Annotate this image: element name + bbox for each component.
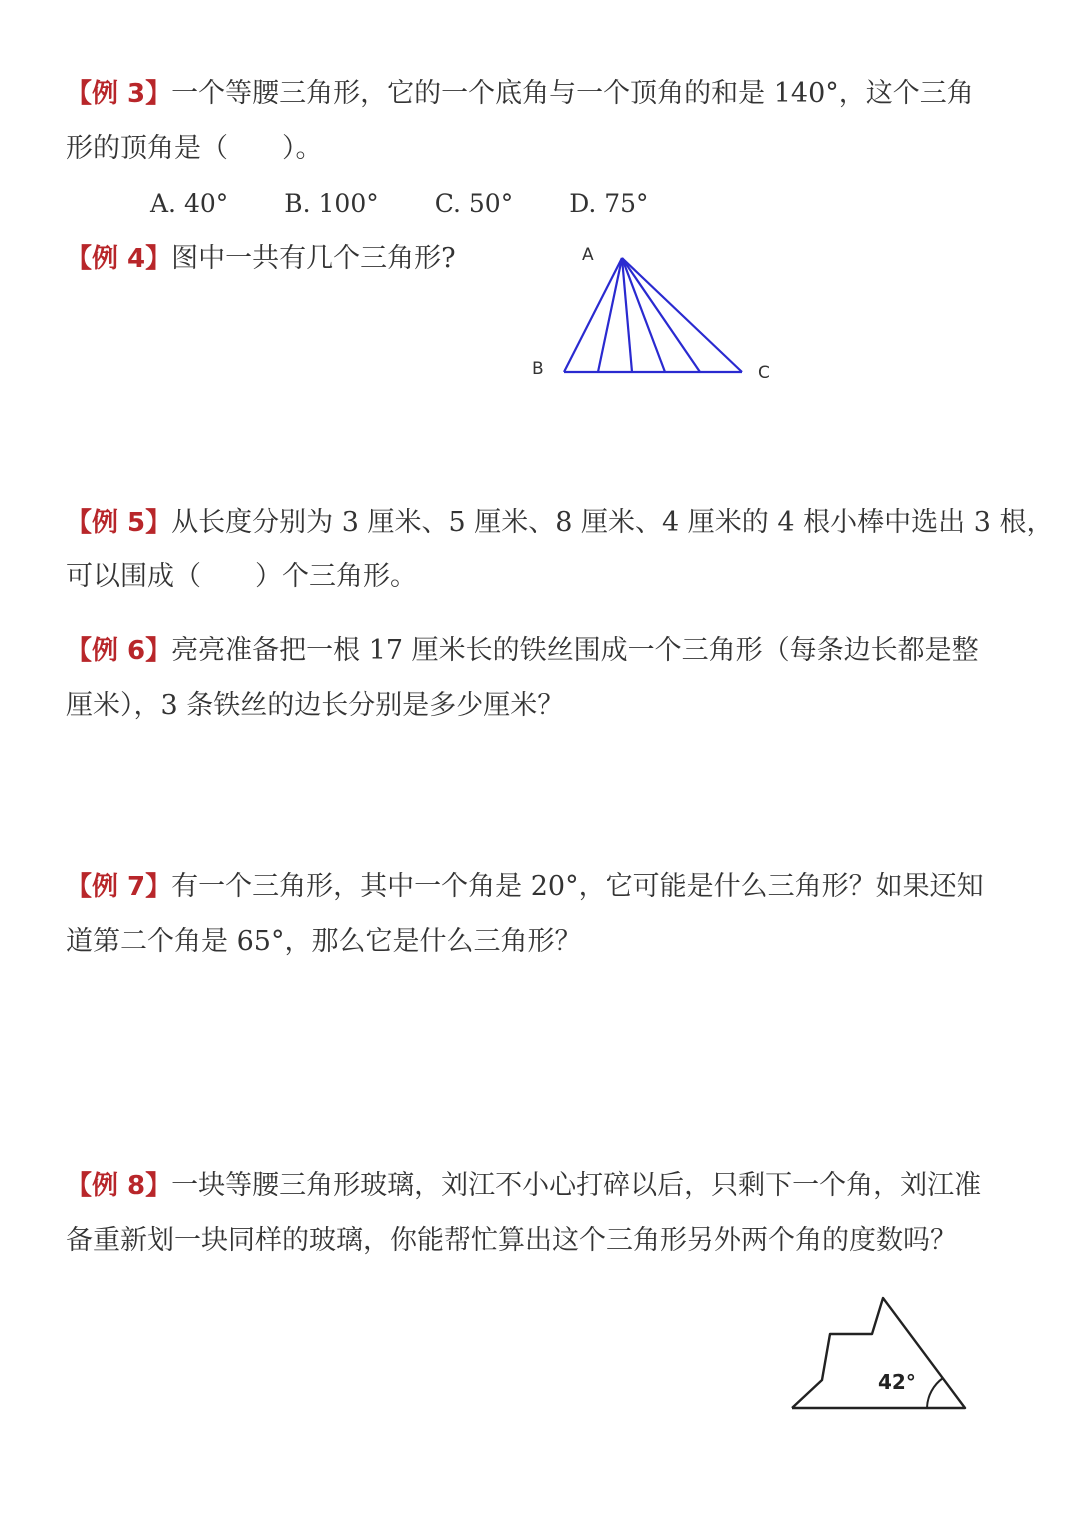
vertex-label-c: C <box>758 363 770 383</box>
inner-line-4 <box>622 258 700 372</box>
vertex-label-b: B <box>532 359 544 379</box>
side-ab <box>564 258 622 372</box>
example-4-line <box>66 239 456 279</box>
example-5-line-2: 可以围成（ ）个三角形。 <box>66 561 417 592</box>
example-7-text-1: 有一个三角形，其中一个角是 20°，它可能是什么三角形？如果还知 <box>171 871 984 902</box>
choice-c: C. 50° <box>434 189 514 218</box>
example-8-text-1: 一块等腰三角形玻璃，刘江不小心打碎以后，只剩下一个角，刘江准 <box>171 1170 982 1201</box>
example-8-line-2: 备重新划一块同样的玻璃，你能帮忙算出这个三角形另外两个角的度数吗？ <box>66 1225 957 1256</box>
angle-label: 42° <box>878 1370 916 1394</box>
inner-line-3 <box>622 258 665 372</box>
inner-line-1 <box>598 258 622 372</box>
choice-d: D. 75° <box>569 189 649 218</box>
example-6-line-1 <box>66 631 979 671</box>
choice-a: A. 40° <box>150 189 229 218</box>
example-5-text-1: 从长度分别为 3 厘米、5 厘米、8 厘米、4 厘米的 4 根小棒中选出 3 根， <box>171 507 1054 538</box>
inner-line-2 <box>622 258 632 372</box>
example-5-line-1 <box>66 503 1053 543</box>
example-4-tag: 【例 4】 <box>66 244 172 274</box>
example-7-tag: 【例 7】 <box>66 872 172 902</box>
example-4-text: 图中一共有几个三角形? <box>171 243 456 274</box>
example-8-tag: 【例 8】 <box>66 1171 172 1201</box>
broken-glass-figure <box>780 1290 980 1420</box>
vertex-label-a: A <box>582 245 594 265</box>
example-3-line-1 <box>66 74 974 114</box>
example-3-line-2: 形的顶角是（ ）。 <box>66 133 323 164</box>
side-ac <box>622 258 742 372</box>
example-3-text-1: 一个等腰三角形，它的一个底角与一个顶角的和是 140°，这个三角 <box>171 78 974 109</box>
angle-arc <box>927 1378 943 1408</box>
example-3-choices <box>150 184 705 224</box>
example-3-tag: 【例 3】 <box>66 79 172 109</box>
example-5-tag: 【例 5】 <box>66 508 172 538</box>
choice-b: B. 100° <box>284 189 379 218</box>
example-6-line-2: 厘米），3 条铁丝的边长分别是多少厘米？ <box>66 690 565 721</box>
example-8-line-1 <box>66 1166 981 1206</box>
triangle-figure <box>520 236 780 386</box>
example-6-text-1: 亮亮准备把一根 17 厘米长的铁丝围成一个三角形（每条边长都是整 <box>171 635 979 666</box>
example-6-tag: 【例 6】 <box>66 636 172 666</box>
example-7-line-1 <box>66 867 984 907</box>
example-7-line-2: 道第二个角是 65°，那么它是什么三角形？ <box>66 926 582 957</box>
